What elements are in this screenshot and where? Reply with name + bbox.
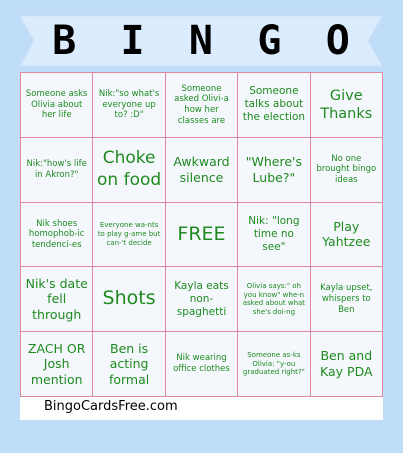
bingo-card [20,72,383,420]
bingo-title-banner [20,14,382,68]
title-letter-o: O [325,18,350,64]
title-letter-g: G [257,18,282,64]
bingo-cell[interactable]: Nik: "long time no see" [238,203,310,268]
bingo-cell[interactable]: Nik shoes homophob-ic tendenci-es [21,203,93,268]
bingo-cell[interactable]: Kayla eats non-spaghetti [166,267,238,332]
bingo-cell[interactable]: Nik's date fell through [21,267,93,332]
bingo-cell[interactable]: Someone talks about the election [238,73,310,138]
bingo-cell[interactable]: Nik wearing office clothes [166,332,238,397]
title-letter-b: B [52,18,77,64]
bingo-cell[interactable]: Someone asked Olivi-a how her classes are [166,73,238,138]
bingo-cell[interactable]: Choke on food [93,138,165,203]
bingo-cell[interactable]: Nik:"how's life in Akron?" [21,138,93,203]
footer-site-name: BingoCardsFree.com [44,399,178,414]
bingo-cell[interactable]: FREE [166,203,238,268]
bingo-cell[interactable]: Olivia says:" oh you know" whe-n asked about what she's doi-ng [238,267,310,332]
bingo-cell[interactable]: ZACH OR Josh mention [21,332,93,397]
bingo-cell[interactable]: Everyone wa-nts to play g-ame but can-'t decide [93,203,165,268]
bingo-cell[interactable]: Nik:"so what's everyone up to? :D" [93,73,165,138]
bingo-cell[interactable]: Awkward silence [166,138,238,203]
bingo-cell[interactable]: Give Thanks [311,73,383,138]
bingo-grid [20,72,383,397]
bingo-cell[interactable]: No one brought bingo ideas [311,138,383,203]
bingo-cell[interactable]: Ben is acting formal [93,332,165,397]
bingo-cell[interactable]: Someone asks Olivia about her life [21,73,93,138]
bingo-cell[interactable]: Shots [93,267,165,332]
bingo-cell[interactable]: Ben and Kay PDA [311,332,383,397]
bingo-cell[interactable]: "Where's Lube?" [238,138,310,203]
title-letters [20,14,382,68]
bingo-cell[interactable]: Someone as-ks Olivia: "y-ou graduated right?" [238,332,310,397]
title-letter-i: I [120,18,145,64]
bingo-cell[interactable]: Kayla upset, whispers to Ben [311,267,383,332]
title-letter-n: N [188,18,214,64]
bingo-cell[interactable]: Play Yahtzee [311,203,383,268]
